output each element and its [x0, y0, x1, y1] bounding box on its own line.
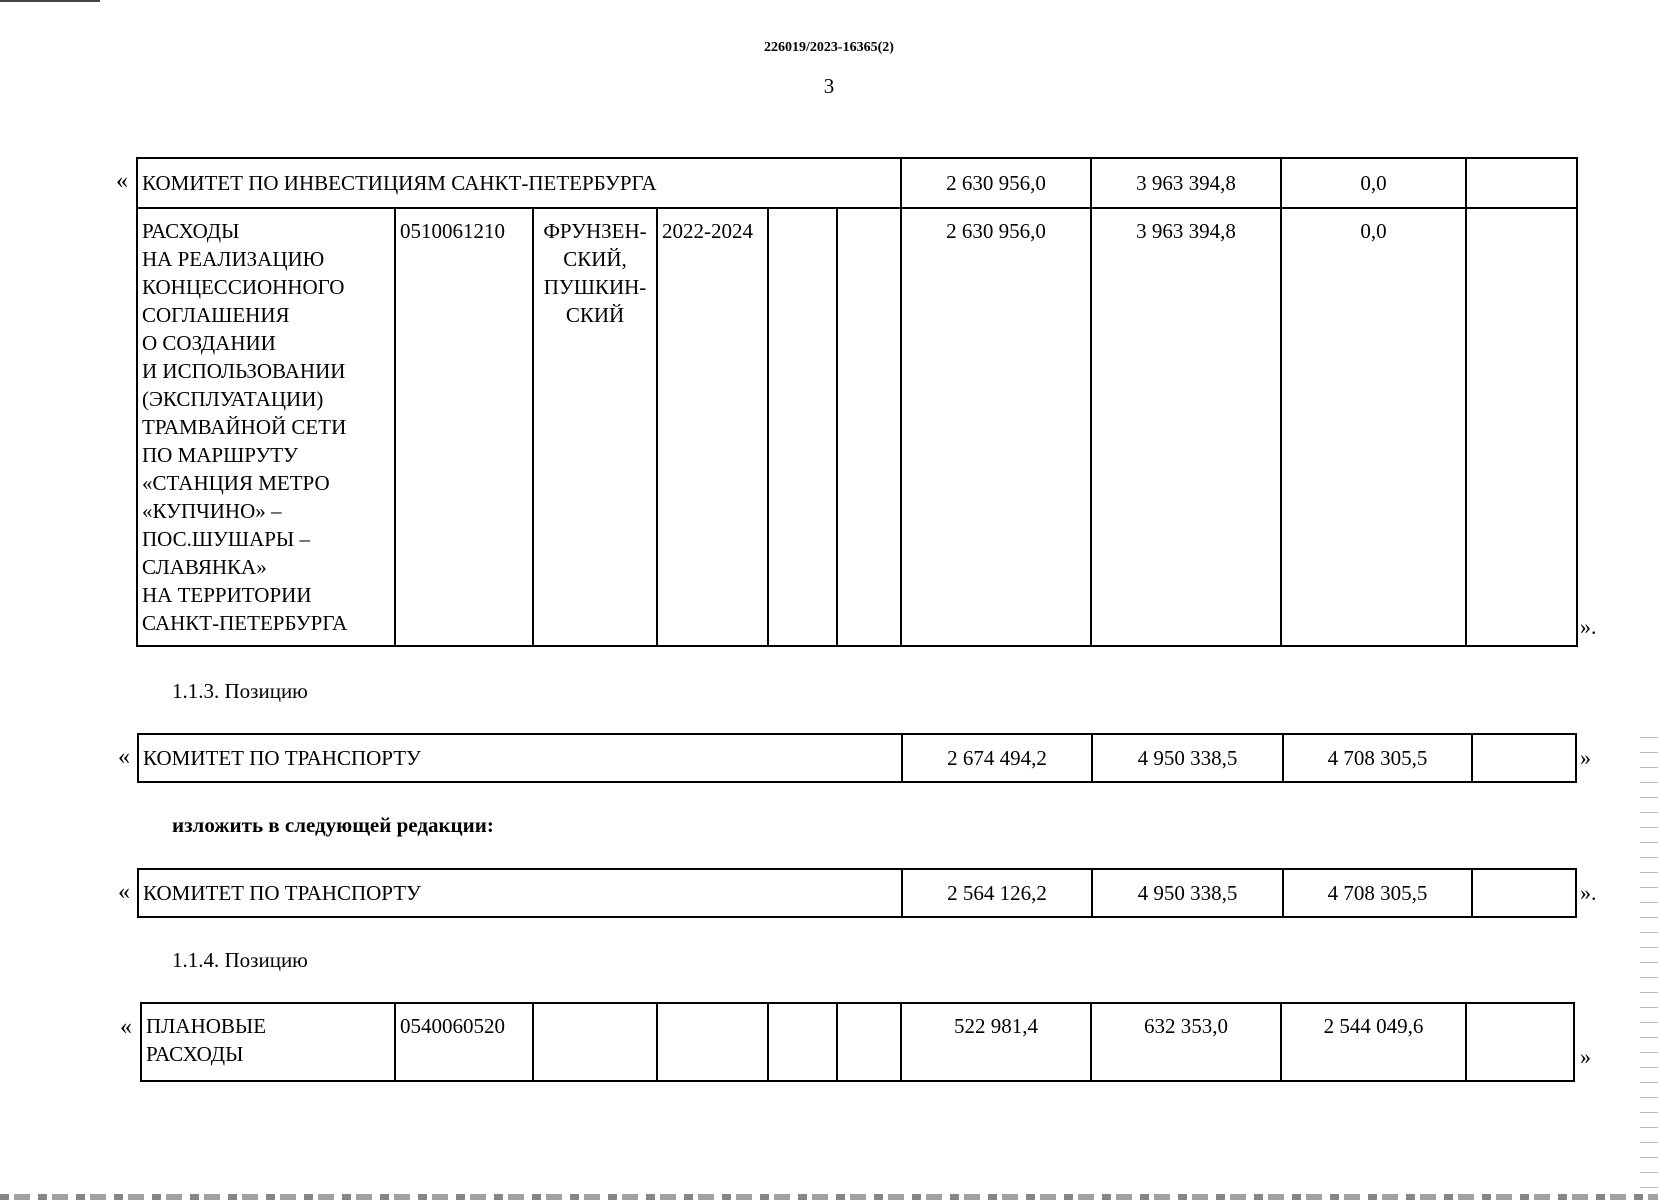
value-cell: 632 353,0: [1091, 1003, 1281, 1081]
district-cell: [533, 1003, 657, 1081]
table-investment-committee: [136, 157, 1578, 647]
committee-name: КОМИТЕТ ПО ТРАНСПОРТУ: [138, 734, 902, 782]
page-number: 3: [823, 74, 835, 98]
value-cell: 3 963 394,8: [1091, 208, 1281, 646]
empty-cell: [837, 1003, 901, 1081]
empty-cell: [1472, 869, 1576, 917]
district-cell: ФРУНЗЕН- СКИЙ, ПУШКИН- СКИЙ: [533, 208, 657, 646]
table-row: [137, 158, 1577, 208]
open-quote: «: [120, 1014, 132, 1040]
period-cell: 2022-2024: [657, 208, 768, 646]
code-cell: 0510061210: [395, 208, 533, 646]
value-cell: 4 708 305,5: [1283, 734, 1472, 782]
value-cell: 0,0: [1281, 208, 1466, 646]
period-cell: [657, 1003, 768, 1081]
empty-cell: [1466, 1003, 1574, 1081]
paragraph-1-1-4: 1.1.4. Позицию: [172, 948, 308, 972]
value-cell: 2 630 956,0: [901, 208, 1091, 646]
value-cell: 2 674 494,2: [902, 734, 1092, 782]
empty-cell: [1472, 734, 1576, 782]
value-cell: 2 630 956,0: [901, 158, 1091, 208]
paragraph-1-1-3: 1.1.3. Позицию: [172, 679, 308, 703]
expense-name: ПЛАНОВЫЕ РАСХОДЫ: [141, 1003, 395, 1081]
committee-name: КОМИТЕТ ПО ИНВЕСТИЦИЯМ САНКТ-ПЕТЕРБУРГА: [137, 158, 901, 208]
value-cell: 522 981,4: [901, 1003, 1091, 1081]
scan-artifact-edge: [1640, 730, 1658, 1200]
paragraph-edit-instruction: изложить в следующей редакции:: [172, 813, 494, 837]
document-number: 226019/2023-16365(2): [764, 40, 894, 55]
value-cell: 4 950 338,5: [1092, 869, 1283, 917]
table-planned-expenses: [140, 1002, 1575, 1082]
empty-cell: [837, 208, 901, 646]
empty-cell: [1466, 208, 1577, 646]
value-cell: 3 963 394,8: [1091, 158, 1281, 208]
expense-name: РАСХОДЫ НА РЕАЛИЗАЦИЮ КОНЦЕССИОННОГО СОГЛАШЕНИЯ О СОЗДАНИИ И ИСПОЛЬЗОВАНИИ (ЭКСПЛУАТАЦИИ) ТРАМВАЙНОЙ СЕТИ ПО МАРШРУТУ «СТАНЦИЯ МЕТРО «КУПЧИНО» – ПОС.ШУШАРЫ – СЛАВЯНКА» НА ТЕРРИТОРИИ САНКТ-ПЕТЕРБУРГА: [137, 208, 395, 646]
value-cell: 4 708 305,5: [1283, 869, 1472, 917]
open-quote: «: [118, 879, 130, 905]
empty-cell: [1466, 158, 1577, 208]
close-quote: ».: [1580, 614, 1597, 639]
committee-name: КОМИТЕТ ПО ТРАНСПОРТУ: [138, 869, 902, 917]
empty-cell: [768, 1003, 837, 1081]
scan-artifact-bottom: [0, 1194, 1658, 1200]
table-transport-old: [137, 733, 1577, 783]
code-cell: 0540060520: [395, 1003, 533, 1081]
scan-artifact-top: [0, 0, 100, 2]
table-transport-new: [137, 868, 1577, 918]
close-quote: ».: [1580, 880, 1597, 905]
table-row: [138, 734, 1576, 782]
value-cell: 4 950 338,5: [1092, 734, 1283, 782]
value-cell: 2 544 049,6: [1281, 1003, 1466, 1081]
empty-cell: [768, 208, 837, 646]
table-row: [141, 1003, 1574, 1081]
open-quote: «: [118, 744, 130, 770]
close-quote: »: [1580, 745, 1591, 770]
value-cell: 2 564 126,2: [902, 869, 1092, 917]
value-cell: 0,0: [1281, 158, 1466, 208]
close-quote: »: [1580, 1044, 1591, 1069]
table-row: [138, 869, 1576, 917]
table-row: [137, 208, 1577, 646]
open-quote: «: [116, 168, 128, 194]
